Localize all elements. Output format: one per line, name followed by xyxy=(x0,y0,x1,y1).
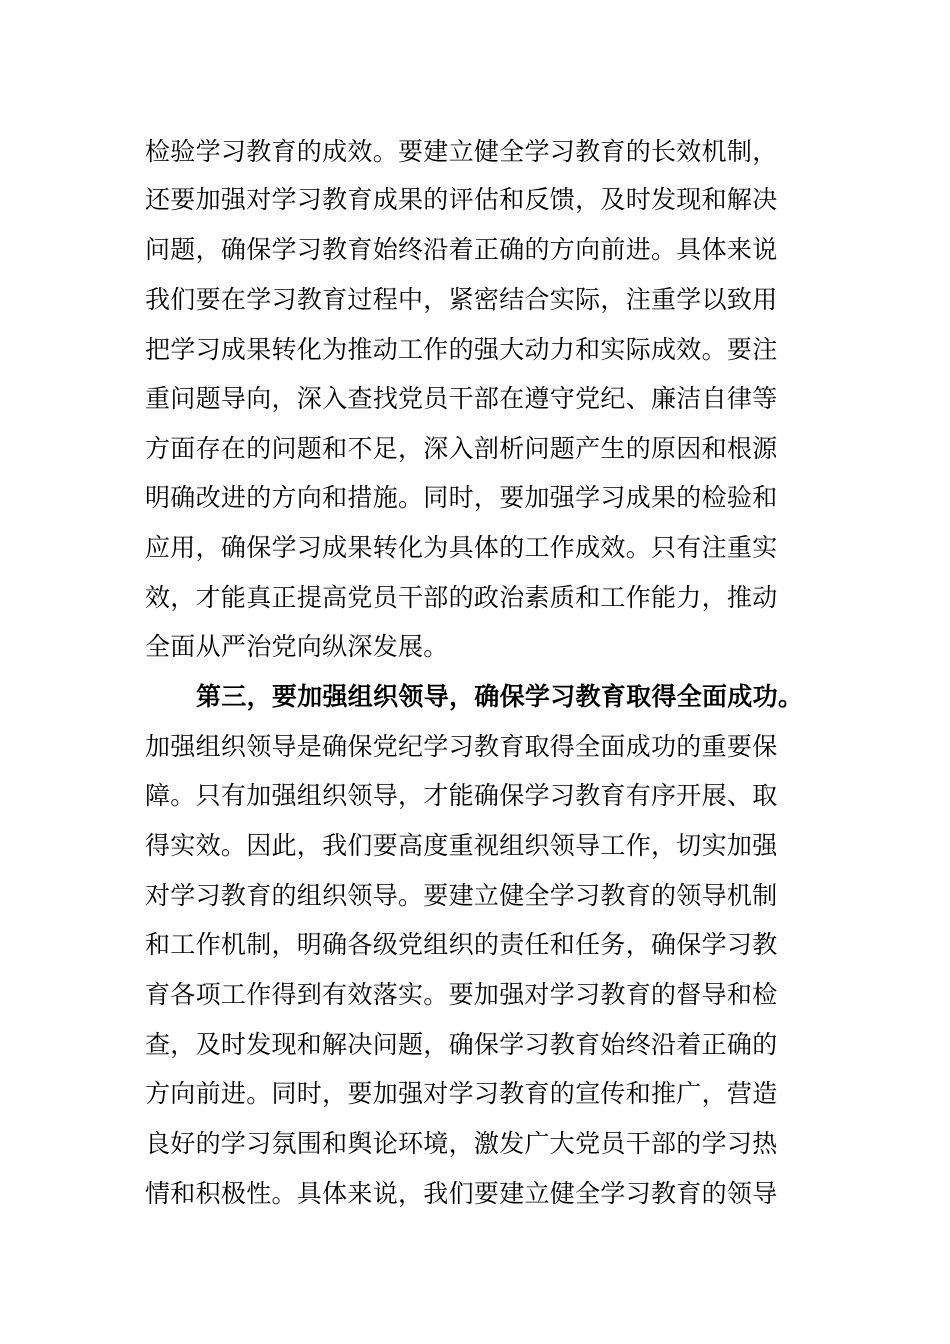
paragraph-2-line-5: 和工作机制，明确各级党组织的责任和任务，确保学习教 xyxy=(145,930,778,959)
paragraph-2-line-9: 良好的学习氛围和舆论环境，激发广大党员干部的学习热 xyxy=(145,1129,778,1158)
paragraph-2-line-6: 育各项工作得到有效落实。要加强对学习教育的督导和检 xyxy=(145,980,778,1009)
paragraph-2-line-4: 对学习教育的组织领导。要建立健全学习教育的领导机制 xyxy=(145,881,778,910)
paragraph-1-line-3: 问题，确保学习教育始终沿着正确的方向前进。具体来说 xyxy=(145,235,778,264)
section-heading: 第三，要加强组织领导，确保学习教育取得全面成功。 xyxy=(196,682,804,711)
paragraph-1-line-6: 重问题导向，深入查找党员干部在遵守党纪、廉洁自律等 xyxy=(145,384,778,413)
paragraph-2-line-1: 加强组织领导是确保党纪学习教育取得全面成功的重要保 xyxy=(145,732,778,761)
paragraph-1-line-9: 应用，确保学习成果转化为具体的工作成效。只有注重实 xyxy=(145,533,778,562)
paragraph-1-line-1: 检验学习教育的成效。要建立健全学习教育的长效机制， xyxy=(145,137,778,166)
paragraph-1-line-4: 我们要在学习教育过程中，紧密结合实际，注重学以致用 xyxy=(145,285,778,314)
paragraph-1-line-7: 方面存在的问题和不足，深入剖析问题产生的原因和根源 xyxy=(145,434,778,463)
paragraph-1-line-5: 把学习成果转化为推动工作的强大动力和实际成效。要注 xyxy=(145,335,778,364)
paragraph-2-line-8: 方向前进。同时，要加强对学习教育的宣传和推广，营造 xyxy=(145,1079,778,1108)
paragraph-2-line-7: 查，及时发现和解决问题，确保学习教育始终沿着正确的 xyxy=(145,1030,778,1059)
paragraph-1-line-8: 明确改进的方向和措施。同时，要加强学习成果的检验和 xyxy=(145,483,778,512)
paragraph-1-line-10: 效，才能真正提高党员干部的政治素质和工作能力，推动 xyxy=(145,583,778,612)
paragraph-1-line-11: 全面从严治党向纵深发展。 xyxy=(145,632,449,661)
paragraph-2-line-10: 情和积极性。具体来说，我们要建立健全学习教育的领导 xyxy=(145,1179,778,1208)
paragraph-2-line-3: 得实效。因此，我们要高度重视组织领导工作，切实加强 xyxy=(145,831,778,860)
paragraph-1-line-2: 还要加强对学习教育成果的评估和反馈，及时发现和解决 xyxy=(145,185,778,214)
paragraph-2-line-2: 障。只有加强组织领导，才能确保学习教育有序开展、取 xyxy=(145,781,778,810)
